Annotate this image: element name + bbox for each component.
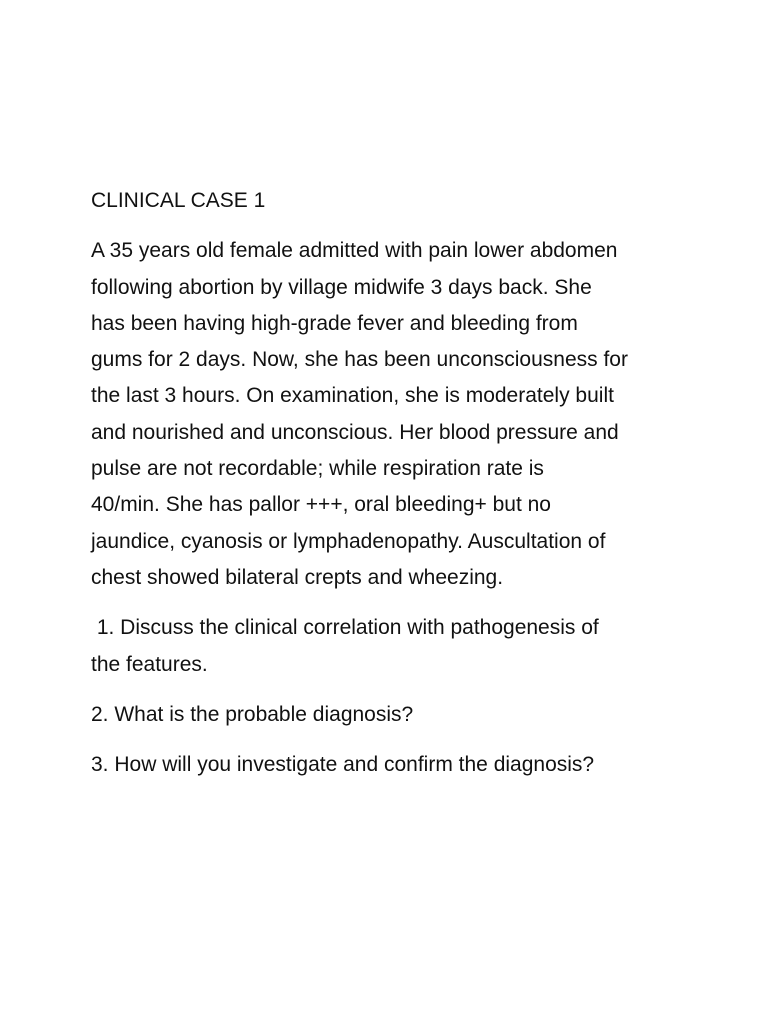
case-line: the last 3 hours. On examination, she is moderately built — [91, 384, 614, 408]
case-line: and nourished and unconscious. Her blood pressure and — [91, 420, 619, 444]
question-3: 3. How will you investigate and confirm the diagnosis? — [91, 753, 595, 777]
case-line: 40/min. She has pallor +++, oral bleeding+ but no — [91, 493, 551, 517]
question-1-line: the features. — [91, 652, 208, 676]
question-2: 2. What is the probable diagnosis? — [91, 702, 414, 726]
case-line: following abortion by village midwife 3 days back. She — [91, 275, 592, 299]
question-1 — [91, 610, 691, 683]
case-line: jaundice, cyanosis or lymphadenopathy. Auscultation of — [91, 529, 606, 553]
document-content — [91, 183, 691, 797]
case-line: chest showed bilateral crepts and wheezing. — [91, 565, 504, 589]
case-line: has been having high-grade fever and bleeding from — [91, 311, 578, 335]
case-line: gums for 2 days. Now, she has been unconsciousness for — [91, 348, 628, 372]
case-line: A 35 years old female admitted with pain lower abdomen — [91, 239, 618, 263]
question-1-line: 1. Discuss the clinical correlation with pathogenesis of — [91, 616, 599, 640]
case-line: pulse are not recordable; while respiration rate is — [91, 457, 544, 481]
case-description — [91, 233, 691, 596]
case-title: CLINICAL CASE 1 — [91, 189, 266, 212]
